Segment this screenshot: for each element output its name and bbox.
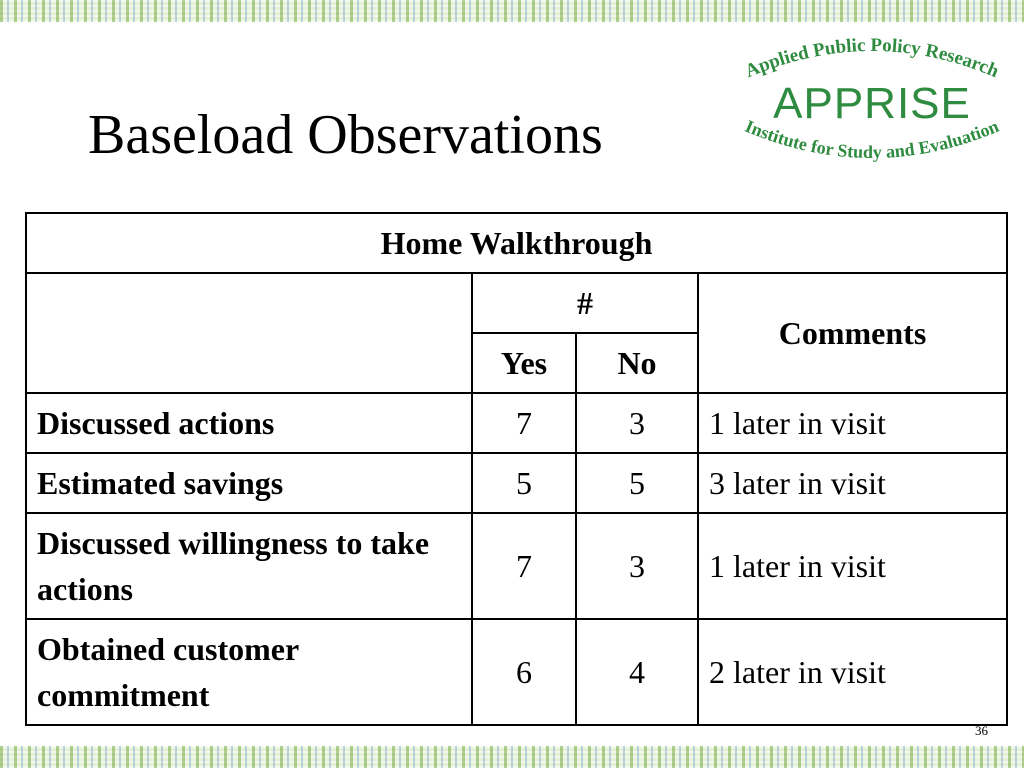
count-header: #	[472, 273, 698, 333]
table-heading: Home Walkthrough	[26, 213, 1007, 273]
row-label: Discussed willingness to take actions	[26, 513, 472, 619]
logo-arc-top-text: Applied Public Policy Research	[742, 34, 1002, 83]
comments-header: Comments	[698, 273, 1007, 393]
home-walkthrough-table	[25, 212, 1008, 726]
comment: 3 later in visit	[698, 453, 1007, 513]
no-count: 3	[576, 513, 698, 619]
row-label: Obtained customer commitment	[26, 619, 472, 725]
no-count: 4	[576, 619, 698, 725]
no-header: No	[576, 333, 698, 393]
yes-header: Yes	[472, 333, 576, 393]
logo-arc-bottom-text: Institute for Study and Evaluation	[742, 115, 1002, 163]
yes-count: 5	[472, 453, 576, 513]
table-row	[26, 619, 1007, 725]
yes-count: 7	[472, 393, 576, 453]
slide-number: 36	[975, 723, 988, 738]
no-count: 3	[576, 393, 698, 453]
no-count: 5	[576, 453, 698, 513]
yes-count: 7	[472, 513, 576, 619]
slide-title: Baseload Observations	[88, 104, 603, 166]
decorative-top-band	[0, 0, 1024, 22]
yes-count: 6	[472, 619, 576, 725]
comment: 2 later in visit	[698, 619, 1007, 725]
table-row	[26, 453, 1007, 513]
comment: 1 later in visit	[698, 513, 1007, 619]
apprise-logo	[730, 28, 1014, 178]
table-row	[26, 393, 1007, 453]
row-label: Estimated savings	[26, 453, 472, 513]
table-row	[26, 513, 1007, 619]
comment: 1 later in visit	[698, 393, 1007, 453]
blank-header-cell	[26, 273, 472, 393]
decorative-bottom-band	[0, 746, 1024, 768]
row-label: Discussed actions	[26, 393, 472, 453]
logo-wordmark: APPRISE	[773, 79, 971, 128]
